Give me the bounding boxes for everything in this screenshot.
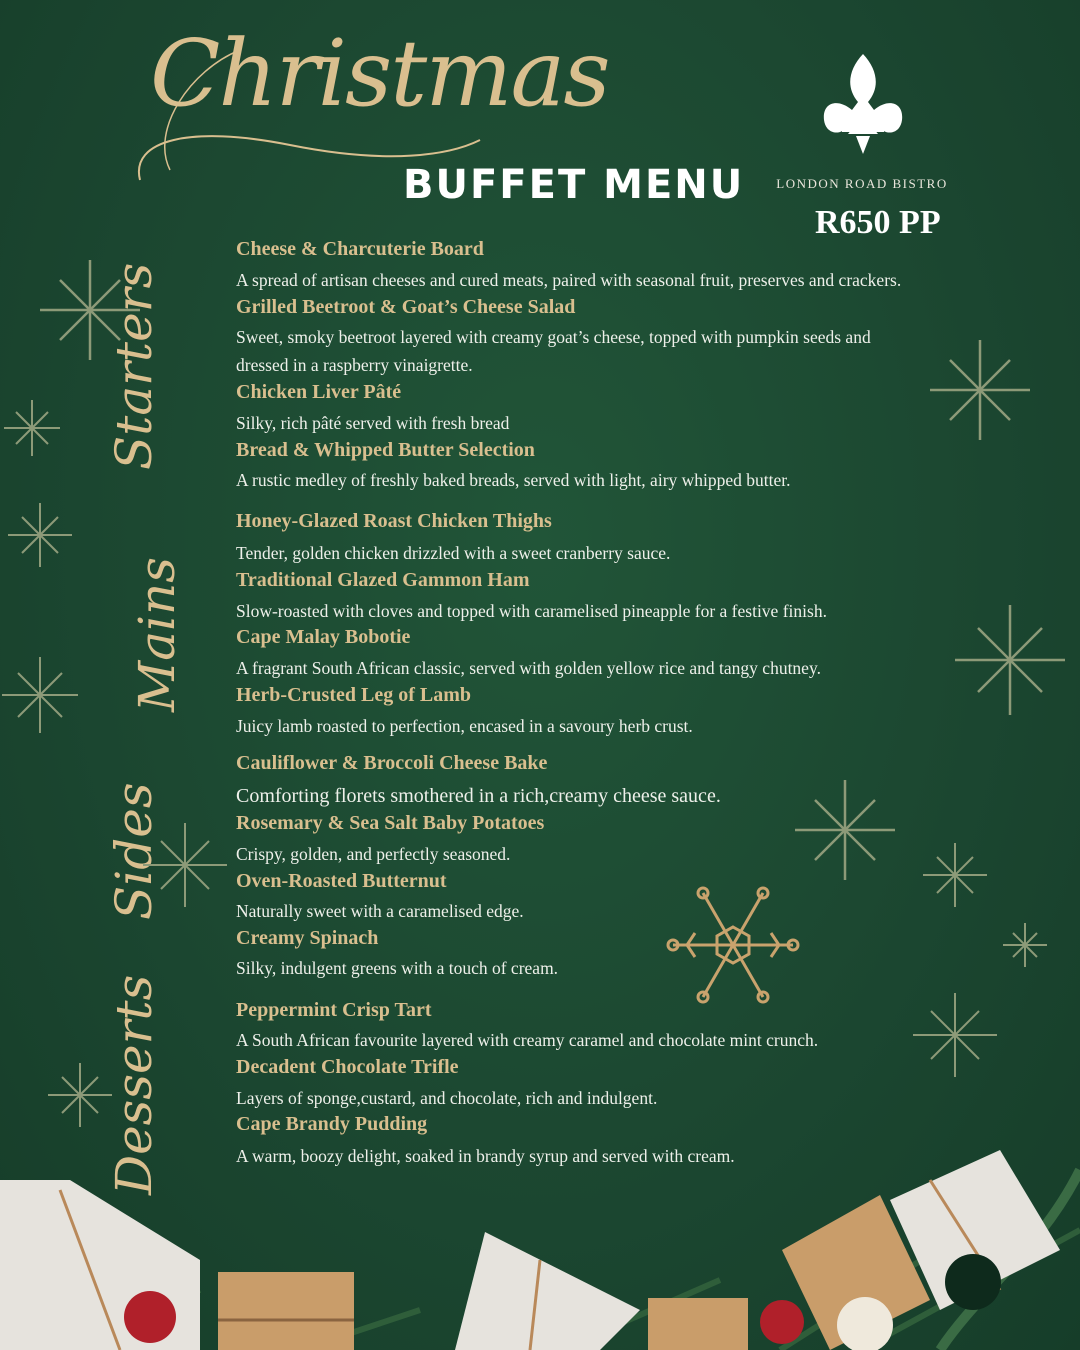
section-label-desserts: Desserts: [105, 974, 163, 1195]
sparkle-star-icon: [5, 500, 75, 570]
menu-item-title: Herb-Crusted Leg of Lamb: [236, 684, 471, 706]
menu-item-description: Naturally sweet with a caramelised edge.: [236, 901, 524, 921]
menu-item-title: Decadent Chocolate Trifle: [236, 1056, 459, 1078]
bottom-decoration: [0, 1110, 1080, 1350]
menu-item-description: Juicy lamb roasted to perfection, encased in a savoury herb crust.: [236, 716, 693, 736]
page-title: BUFFET MENU: [403, 162, 745, 208]
bistro-name: LONDON ROAD BISTRO: [776, 176, 948, 191]
menu-item-description: A warm, boozy delight, soaked in brandy syrup and served with cream.: [236, 1146, 735, 1166]
menu-item-description: Silky, indulgent greens with a touch of cream.: [236, 958, 559, 978]
sparkle-star-icon: [790, 775, 900, 885]
section-label-mains: Mains: [128, 557, 186, 712]
sparkle-star-icon: [920, 840, 990, 910]
price-per-person: R650 PP: [815, 204, 941, 241]
menu-item-title: Chicken Liver Pâté: [236, 381, 402, 403]
menu-item-description: Slow-roasted with cloves and topped with caramelised pineapple for a festive finish.: [236, 601, 827, 621]
section-label-sides: Sides: [105, 782, 163, 920]
christmas-script-title: Christmas: [150, 20, 609, 127]
menu-item-description: Crispy, golden, and perfectly seasoned.: [236, 844, 511, 864]
menu-item-description: Tender, golden chicken drizzled with a sweet cranberry sauce.: [236, 543, 671, 563]
menu-item-description: A fragrant South African classic, served with golden yellow rice and tangy chutney.: [236, 658, 821, 678]
menu-item-description: Comforting florets smothered in a rich,creamy cheese sauce.: [236, 785, 721, 807]
sparkle-star-icon: [910, 990, 1000, 1080]
sparkle-star-icon: [925, 335, 1035, 445]
menu-item-title: Bread & Whipped Butter Selection: [236, 439, 535, 461]
sparkle-star-icon: [0, 655, 80, 735]
menu-item-title: Rosemary & Sea Salt Baby Potatoes: [236, 812, 545, 834]
menu-item-title: Cheese & Charcuterie Board: [236, 238, 484, 260]
menu-item-description: Sweet, smoky beetroot layered with creamy goat’s cheese, topped with pumpkin seeds and dressed in a raspberry vinaigrette.: [236, 327, 871, 375]
fleur-de-lis-icon: [818, 50, 908, 162]
section-label-starters: Starters: [105, 262, 163, 470]
menu-item-title: Creamy Spinach: [236, 927, 379, 949]
sparkle-star-icon: [950, 600, 1070, 720]
menu-item-title: Cauliflower & Broccoli Cheese Bake: [236, 752, 548, 774]
menu-item-title: Honey-Glazed Roast Chicken Thighs: [236, 510, 552, 532]
snowflake-icon: [658, 880, 808, 1010]
sparkle-star-icon: [140, 820, 230, 910]
menu-item-title: Peppermint Crisp Tart: [236, 999, 432, 1021]
sparkle-star-icon: [35, 255, 145, 365]
menu-item-title: Traditional Glazed Gammon Ham: [236, 569, 530, 591]
menu-item-description: Layers of sponge,custard, and chocolate, rich and indulgent.: [236, 1088, 658, 1108]
menu-item-title: Cape Brandy Pudding: [236, 1113, 428, 1135]
menu-item-description: A spread of artisan cheeses and cured meats, paired with seasonal fruit, preserves and crackers.: [236, 270, 902, 290]
menu-item-description: A rustic medley of freshly baked breads, served with light, airy whipped butter.: [236, 470, 791, 490]
menu-item-description: Silky, rich pâté served with fresh bread: [236, 413, 510, 433]
menu-item-description: A South African favourite layered with creamy caramel and chocolate mint crunch.: [236, 1030, 819, 1050]
sparkle-star-icon: [2, 398, 62, 458]
sparkle-star-icon: [1000, 920, 1050, 970]
menu-item-title: Oven-Roasted Butternut: [236, 870, 447, 892]
menu-item-title: Grilled Beetroot & Goat’s Cheese Salad: [236, 296, 576, 318]
menu-item-title: Cape Malay Bobotie: [236, 626, 411, 648]
